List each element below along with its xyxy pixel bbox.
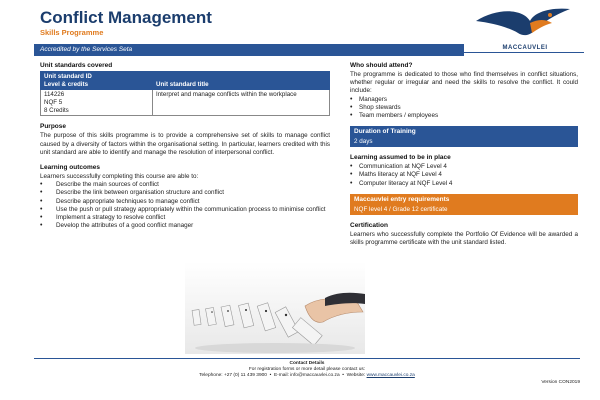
footer-email: E-mail: info@maccauvlei.co.za — [273, 373, 340, 378]
certification-text: Learners who successfully complete the Portfolio Of Evidence will be awarded a skills programme certificate with the unit standard listed. — [350, 230, 578, 247]
purpose-text: The purpose of this skills programme is to provide a comprehensive set of skills to manage conflict caused by a diversity of factors within the organisational setting. In particular, learners credited with this unit standard are able to identify and manage the resolution of interpersonal conflict. — [40, 132, 330, 156]
footer-divider — [34, 358, 580, 359]
unit-id-cell: 114226 NQF 5 8 Credits — [41, 90, 153, 116]
list-item: • Communication at NQF Level 4 — [350, 163, 578, 171]
list-item: • Describe appropriate techniques to manage conflict — [40, 198, 330, 206]
band-divider — [464, 52, 584, 53]
table-header-title: Unit standard title — [153, 72, 330, 90]
table-row — [41, 90, 330, 116]
left-column — [40, 62, 330, 230]
certification-heading: Certification — [350, 221, 388, 229]
table-header-id: Unit standard ID Level & credits — [41, 72, 153, 90]
outcomes-heading: Learning outcomes — [40, 164, 100, 171]
duration-box — [350, 126, 578, 147]
logo-wordmark: MACCAUVLEI — [502, 45, 548, 51]
duration-value: 2 days — [350, 137, 578, 147]
right-column — [350, 62, 578, 247]
purpose-heading: Purpose — [40, 123, 67, 131]
page-title: Conflict Management — [40, 8, 212, 27]
list-item: • Implement a strategy to resolve conflict — [40, 214, 330, 222]
attend-list — [350, 96, 578, 121]
version-label: Version CON2019 — [541, 380, 580, 385]
footer-website-label: Website: — [346, 373, 366, 378]
table-header-row — [41, 72, 330, 90]
list-item: • Computer literacy at NQF Level 4 — [350, 180, 578, 188]
list-item: • Use the push or pull strategy appropriately within the communication process to minimise conflict — [40, 206, 330, 214]
list-item: • Shop stewards — [350, 104, 578, 112]
entry-box — [350, 194, 578, 215]
accreditation-text: Accredited by the Services Seta — [40, 46, 133, 53]
footer-website-link[interactable]: www.maccauvlei.co.za — [366, 373, 415, 378]
footer-contacts: Telephone: +27 (0) 11 439 3900 • E-mail: info@maccauvlei.co.za • Website: www.maccauvlei.co.za — [199, 373, 415, 378]
footer-line1: For registration forms or more detail please contact us: — [248, 367, 366, 372]
outcomes-list — [40, 181, 330, 230]
unit-standards-table — [40, 71, 330, 116]
footer-telephone: Telephone: +27 (0) 11 439 3900 — [199, 373, 267, 378]
units-heading: Unit standards covered — [40, 62, 113, 69]
footer-heading: Contact Details — [289, 361, 325, 366]
list-item: • Describe the link between organisation structure and conflict — [40, 189, 330, 197]
duration-heading: Duration of Training — [350, 126, 578, 137]
assumed-heading: Learning assumed to be in place — [350, 154, 451, 162]
attend-heading: Who should attend? — [350, 62, 413, 69]
outcomes-intro: Learners successfully completing this course are able to: — [40, 173, 199, 180]
assumed-list — [350, 163, 578, 188]
attend-text: The programme is dedicated to those who find themselves in conflict situations, whether regular or irregular and need the skills to resolve the conflict. It could include: — [350, 71, 578, 95]
list-item: • Describe the main sources of conflict — [40, 181, 330, 189]
page-subtitle: Skills Programme — [40, 28, 104, 37]
list-item: • Managers — [350, 96, 578, 104]
entry-heading: Maccauvlei entry requirements — [350, 194, 578, 205]
footer — [34, 361, 580, 379]
list-item: • Maths literacy at NQF Level 4 — [350, 171, 578, 179]
maccauvlei-bird-logo-icon — [468, 3, 578, 49]
domino-hand-image — [185, 262, 365, 354]
entry-value: NQF level 4 / Grade 12 certificate — [350, 205, 578, 215]
list-item: • Team members / employees — [350, 112, 578, 120]
list-item: • Develop the attributes of a good conflict manager — [40, 222, 330, 230]
unit-title-cell: Interpret and manage conflicts within the workplace — [153, 90, 330, 116]
